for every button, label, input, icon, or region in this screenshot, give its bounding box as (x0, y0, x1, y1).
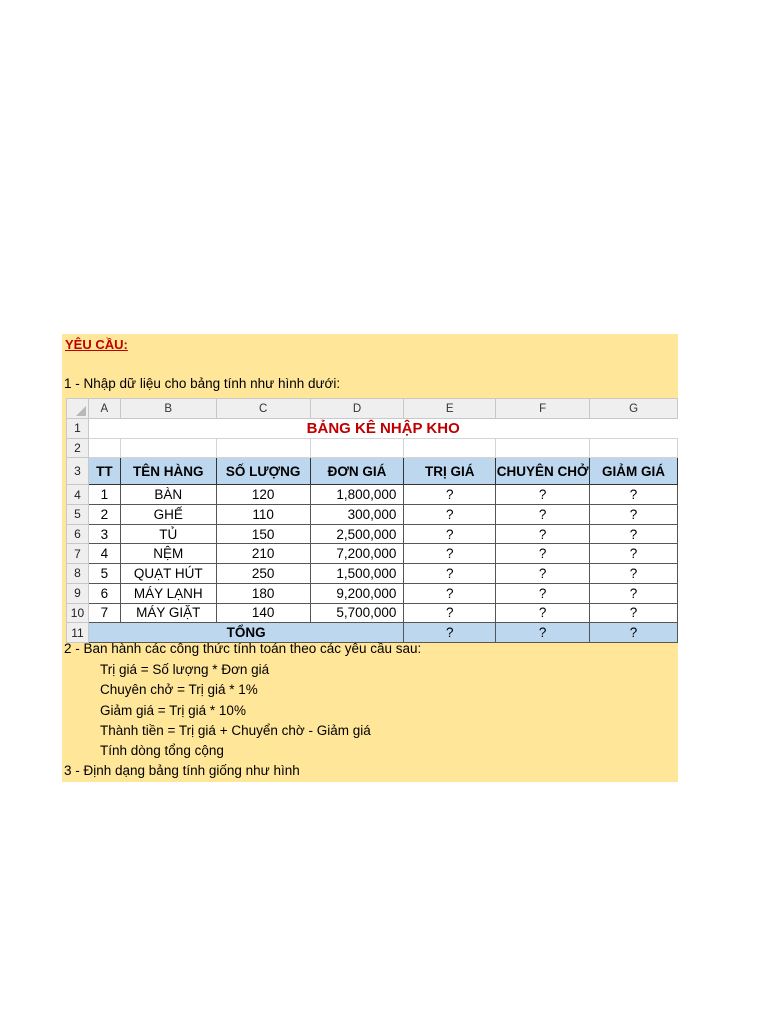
row-header-4[interactable]: 4 (67, 485, 89, 505)
cell-don-gia[interactable]: 300,000 (310, 505, 404, 525)
cell-tri-gia[interactable]: ? (404, 524, 496, 544)
formula-giam-gia: Giảm giá = Trị giá * 10% (100, 703, 246, 718)
cell-b2[interactable] (120, 438, 216, 458)
cell-ten-hang[interactable]: GHẾ (120, 505, 216, 525)
cell-don-gia[interactable]: 7,200,000 (310, 544, 404, 564)
cell-giam-gia[interactable]: ? (590, 564, 678, 584)
column-header-f[interactable]: F (496, 399, 590, 419)
cell-so-luong[interactable]: 110 (216, 505, 310, 525)
cell-chuyen-cho[interactable]: ? (496, 485, 590, 505)
cell-f2[interactable] (496, 438, 590, 458)
cell-a2[interactable] (88, 438, 120, 458)
cell-giam-gia[interactable]: ? (590, 544, 678, 564)
cell-giam-gia[interactable]: ? (590, 485, 678, 505)
cell-ten-hang[interactable]: NỆM (120, 544, 216, 564)
cell-chuyen-cho[interactable]: ? (496, 524, 590, 544)
cell-tt[interactable]: 2 (88, 505, 120, 525)
cell-chuyen-cho[interactable]: ? (496, 505, 590, 525)
cell-so-luong[interactable]: 250 (216, 564, 310, 584)
cell-tt[interactable]: 7 (88, 603, 120, 623)
row-header-3[interactable]: 3 (67, 458, 89, 485)
step-1-text: 1 - Nhập dữ liệu cho bảng tính như hình dưới: (64, 376, 341, 391)
column-header-c[interactable]: C (216, 399, 310, 419)
spreadsheet-grid (66, 398, 678, 643)
row-header-10[interactable]: 10 (67, 603, 89, 623)
row-header-5[interactable]: 5 (67, 505, 89, 525)
cell-giam-gia[interactable]: ? (590, 505, 678, 525)
cell-tri-gia[interactable]: ? (404, 583, 496, 603)
cell-so-luong[interactable]: 120 (216, 485, 310, 505)
cell-don-gia[interactable]: 9,200,000 (310, 583, 404, 603)
row-header-11[interactable]: 11 (67, 623, 89, 643)
cell-don-gia[interactable]: 5,700,000 (310, 603, 404, 623)
cell-tri-gia[interactable]: ? (404, 544, 496, 564)
row-header-9[interactable]: 9 (67, 583, 89, 603)
cell-giam-gia[interactable]: ? (590, 524, 678, 544)
cell-so-luong[interactable]: 150 (216, 524, 310, 544)
header-so-luong[interactable]: SỐ LƯỢNG (216, 458, 310, 485)
cell-chuyen-cho[interactable]: ? (496, 564, 590, 584)
column-header-e[interactable]: E (404, 399, 496, 419)
column-header-g[interactable]: G (590, 399, 678, 419)
formula-tri-gia: Trị giá = Số lượng * Đơn giá (100, 662, 270, 677)
requirements-heading: YÊU CẦU: (65, 337, 128, 352)
cell-so-luong[interactable]: 140 (216, 603, 310, 623)
cell-chuyen-cho[interactable]: ? (496, 544, 590, 564)
column-header-a[interactable]: A (88, 399, 120, 419)
row-header-1[interactable]: 1 (67, 419, 89, 439)
cell-ten-hang[interactable]: TỦ (120, 524, 216, 544)
column-header-d[interactable]: D (310, 399, 404, 419)
formula-tong-cong: Tính dòng tổng cộng (100, 743, 224, 758)
cell-tri-gia[interactable]: ? (404, 603, 496, 623)
cell-tt[interactable]: 4 (88, 544, 120, 564)
header-ten-hang[interactable]: TÊN HÀNG (120, 458, 216, 485)
total-chuyen-cho[interactable]: ? (496, 623, 590, 643)
cell-giam-gia[interactable]: ? (590, 603, 678, 623)
cell-so-luong[interactable]: 210 (216, 544, 310, 564)
cell-giam-gia[interactable]: ? (590, 583, 678, 603)
header-chuyen-cho[interactable]: CHUYÊN CHỞ (496, 458, 590, 485)
total-label[interactable]: TỔNG (88, 623, 403, 643)
cell-tri-gia[interactable]: ? (404, 505, 496, 525)
total-giam-gia[interactable]: ? (590, 623, 678, 643)
cell-tri-gia[interactable]: ? (404, 485, 496, 505)
cell-ten-hang[interactable]: QUẠT HÚT (120, 564, 216, 584)
row-header-6[interactable]: 6 (67, 524, 89, 544)
header-don-gia[interactable]: ĐƠN GIÁ (310, 458, 404, 485)
cell-don-gia[interactable]: 1,500,000 (310, 564, 404, 584)
total-tri-gia[interactable]: ? (404, 623, 496, 643)
header-giam-gia[interactable]: GIẢM GIÁ (590, 458, 678, 485)
cell-chuyen-cho[interactable]: ? (496, 603, 590, 623)
header-tri-gia[interactable]: TRỊ GIÁ (404, 458, 496, 485)
step-3-text: 3 - Định dạng bảng tính giống như hình (64, 763, 300, 778)
select-all-triangle-icon (76, 406, 86, 416)
cell-tt[interactable]: 6 (88, 583, 120, 603)
cell-ten-hang[interactable]: MÁY GIẶT (120, 603, 216, 623)
cell-ten-hang[interactable]: MÁY LẠNH (120, 583, 216, 603)
cell-tt[interactable]: 3 (88, 524, 120, 544)
cell-tt[interactable]: 5 (88, 564, 120, 584)
column-header-b[interactable]: B (120, 399, 216, 419)
row-header-7[interactable]: 7 (67, 544, 89, 564)
cell-so-luong[interactable]: 180 (216, 583, 310, 603)
cell-d2[interactable] (310, 438, 404, 458)
table-title[interactable]: BẢNG KÊ NHẬP KHO (88, 419, 677, 439)
cell-don-gia[interactable]: 2,500,000 (310, 524, 404, 544)
cell-tt[interactable]: 1 (88, 485, 120, 505)
select-all-corner[interactable] (67, 399, 89, 419)
step-2-text: 2 - Ban hành các công thức tính toán theo các yêu cầu sau: (64, 641, 422, 656)
cell-g2[interactable] (590, 438, 678, 458)
cell-c2[interactable] (216, 438, 310, 458)
cell-ten-hang[interactable]: BÀN (120, 485, 216, 505)
assignment-sheet (62, 334, 678, 782)
header-tt[interactable]: TT (88, 458, 120, 485)
cell-tri-gia[interactable]: ? (404, 564, 496, 584)
row-header-2[interactable]: 2 (67, 438, 89, 458)
cell-e2[interactable] (404, 438, 496, 458)
formula-thanh-tien: Thành tiền = Trị giá + Chuyển chờ - Giảm giá (100, 723, 371, 738)
row-header-8[interactable]: 8 (67, 564, 89, 584)
cell-don-gia[interactable]: 1,800,000 (310, 485, 404, 505)
cell-chuyen-cho[interactable]: ? (496, 583, 590, 603)
formula-chuyen-cho: Chuyên chở = Trị giá * 1% (100, 682, 258, 697)
